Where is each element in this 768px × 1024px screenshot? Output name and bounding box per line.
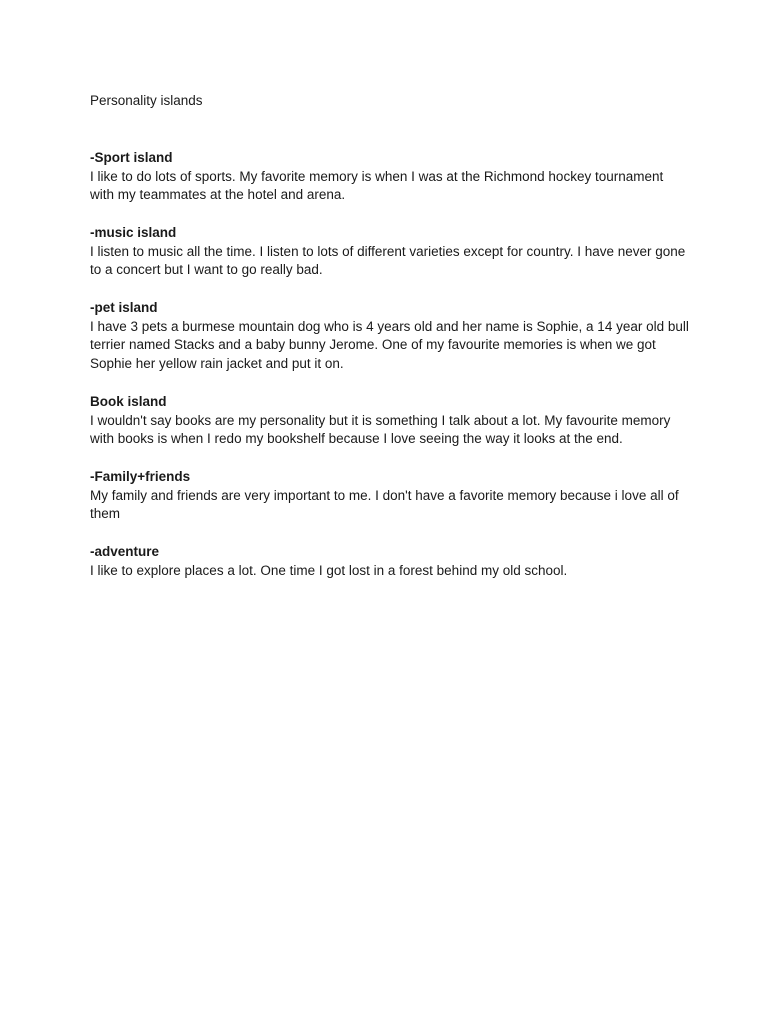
document-title: Personality islands xyxy=(90,93,203,108)
section-heading: -Family+friends xyxy=(90,469,191,485)
section-sport-island xyxy=(90,149,690,205)
section-heading: Book island xyxy=(90,394,167,410)
section-body: I wouldn't say books are my personality but it is something I talk about a lot. My favourite memory with books is when I redo my bookshelf because I love seeing the way it looks at the end. xyxy=(90,412,671,447)
section-pet-island xyxy=(90,299,690,374)
section-book-island xyxy=(90,393,690,449)
section-music-island xyxy=(90,224,690,280)
section-body: I like to do lots of sports. My favorite memory is when I was at the Richmond hockey tournament with my teammates at the hotel and arena. xyxy=(90,168,664,203)
section-heading: -adventure xyxy=(90,544,160,560)
section-body: My family and friends are very important to me. I don't have a favorite memory because i love all of them xyxy=(90,487,679,522)
section-body: I listen to music all the time. I listen to lots of different varieties except for country. I have never gone to a concert but I want to go really bad. xyxy=(90,243,686,278)
section-heading: -pet island xyxy=(90,300,158,316)
document-page xyxy=(90,92,690,600)
section-body: I have 3 pets a burmese mountain dog who is 4 years old and her name is Sophie, a 14 year old bull terrier named Stacks and a baby bunny Jerome. One of my favourite memories is when we got Sophie her yellow rain jacket and put it on. xyxy=(90,318,689,372)
section-heading: -music island xyxy=(90,225,177,241)
section-adventure xyxy=(90,543,690,580)
section-heading: -Sport island xyxy=(90,150,173,165)
section-body: I like to explore places a lot. One time I got lost in a forest behind my old school. xyxy=(90,562,568,578)
section-family-friends xyxy=(90,468,690,524)
